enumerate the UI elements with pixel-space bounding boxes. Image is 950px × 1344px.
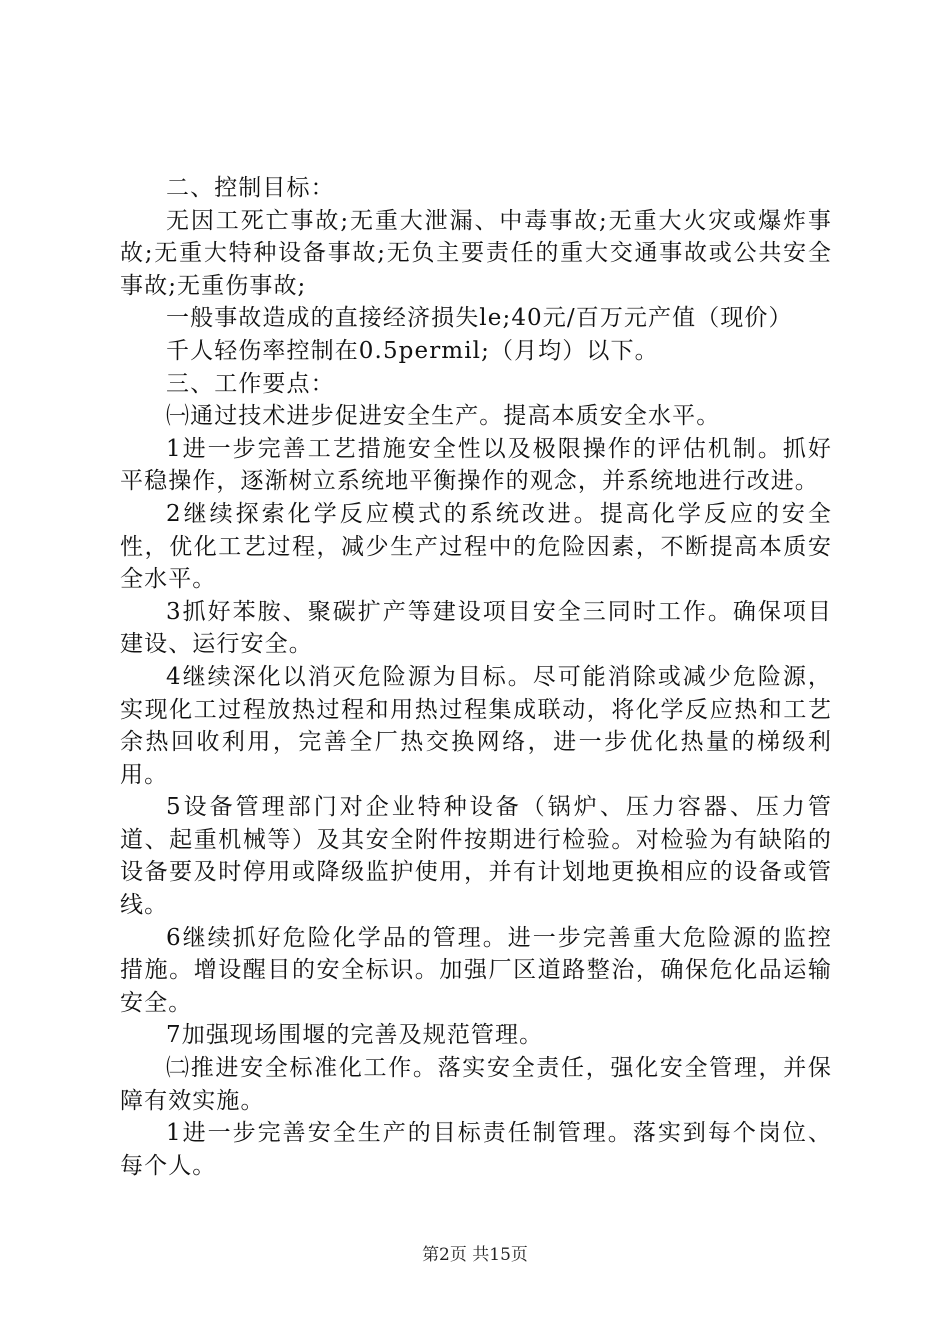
section-heading-work-points: 三、工作要点： [166,370,335,397]
section-heading-control-targets: 二、控制目标： [166,175,335,201]
list-item: 6继续抓好危险化学品的管理。进一步完善重大危险源的监控措施。增设醒目的安全标识。加强厂区道路整治，确保危化品运输安全。 [120,924,832,1016]
subsection-heading: ㈠通过技术进步促进安全生产。提高本质安全水平。 [166,403,721,430]
list-item: 1进一步完善工艺措施安全性以及极限操作的评估机制。抓好平稳操作，逐渐树立系统地平衡操作的观念，并系统地进行改进。 [120,435,832,495]
page-number-footer: 第2页 共15页 [422,1245,528,1265]
subsection-heading: ㈡推进安全标准化工作。落实安全责任，强化安全管理，并保障有效实施。 [120,1055,832,1114]
list-item: 3抓好苯胺、聚碳扩产等建设项目安全三同时工作。确保项目建设、运行安全。 [120,598,832,658]
body-paragraph: 一般事故造成的直接经济损失le;40元/百万元产值（现价） [166,305,793,332]
list-item: 1进一步完善安全生产的目标责任制管理。落实到每个岗位、每个人。 [120,1120,832,1179]
list-item: 7加强现场围堰的完善及规范管理。 [166,1022,544,1049]
list-item: 4继续深化以消灭危险源为目标。尽可能消除或减少危险源，实现化工过程放热过程和用热过程集成联动，将化学反应热和工艺余热回收利用，完善全厂热交换网络，进一步优化热量的梯级利用。 [120,663,832,788]
list-item: 2继续探索化学反应模式的系统改进。提高化学反应的安全性，优化工艺过程，减少生产过程中的危险因素，不断提高本质安全水平。 [120,500,832,593]
body-paragraph: 无因工死亡事故;无重大泄漏、中毒事故;无重大火灾或爆炸事故;无重大特种设备事故;无负主要责任的重大交通事故或公共安全事故;无重伤事故; [120,207,832,299]
document-body [120,172,832,1182]
list-item: 5设备管理部门对企业特种设备（锅炉、压力容器、压力管道、起重机械等）及其安全附件按期进行检验。对检验为有缺陷的设备要及时停用或降级监护使用，并有计划地更换相应的设备或管线。 [120,794,832,919]
body-paragraph: 千人轻伤率控制在0.5permil;（月均）以下。 [166,337,659,364]
